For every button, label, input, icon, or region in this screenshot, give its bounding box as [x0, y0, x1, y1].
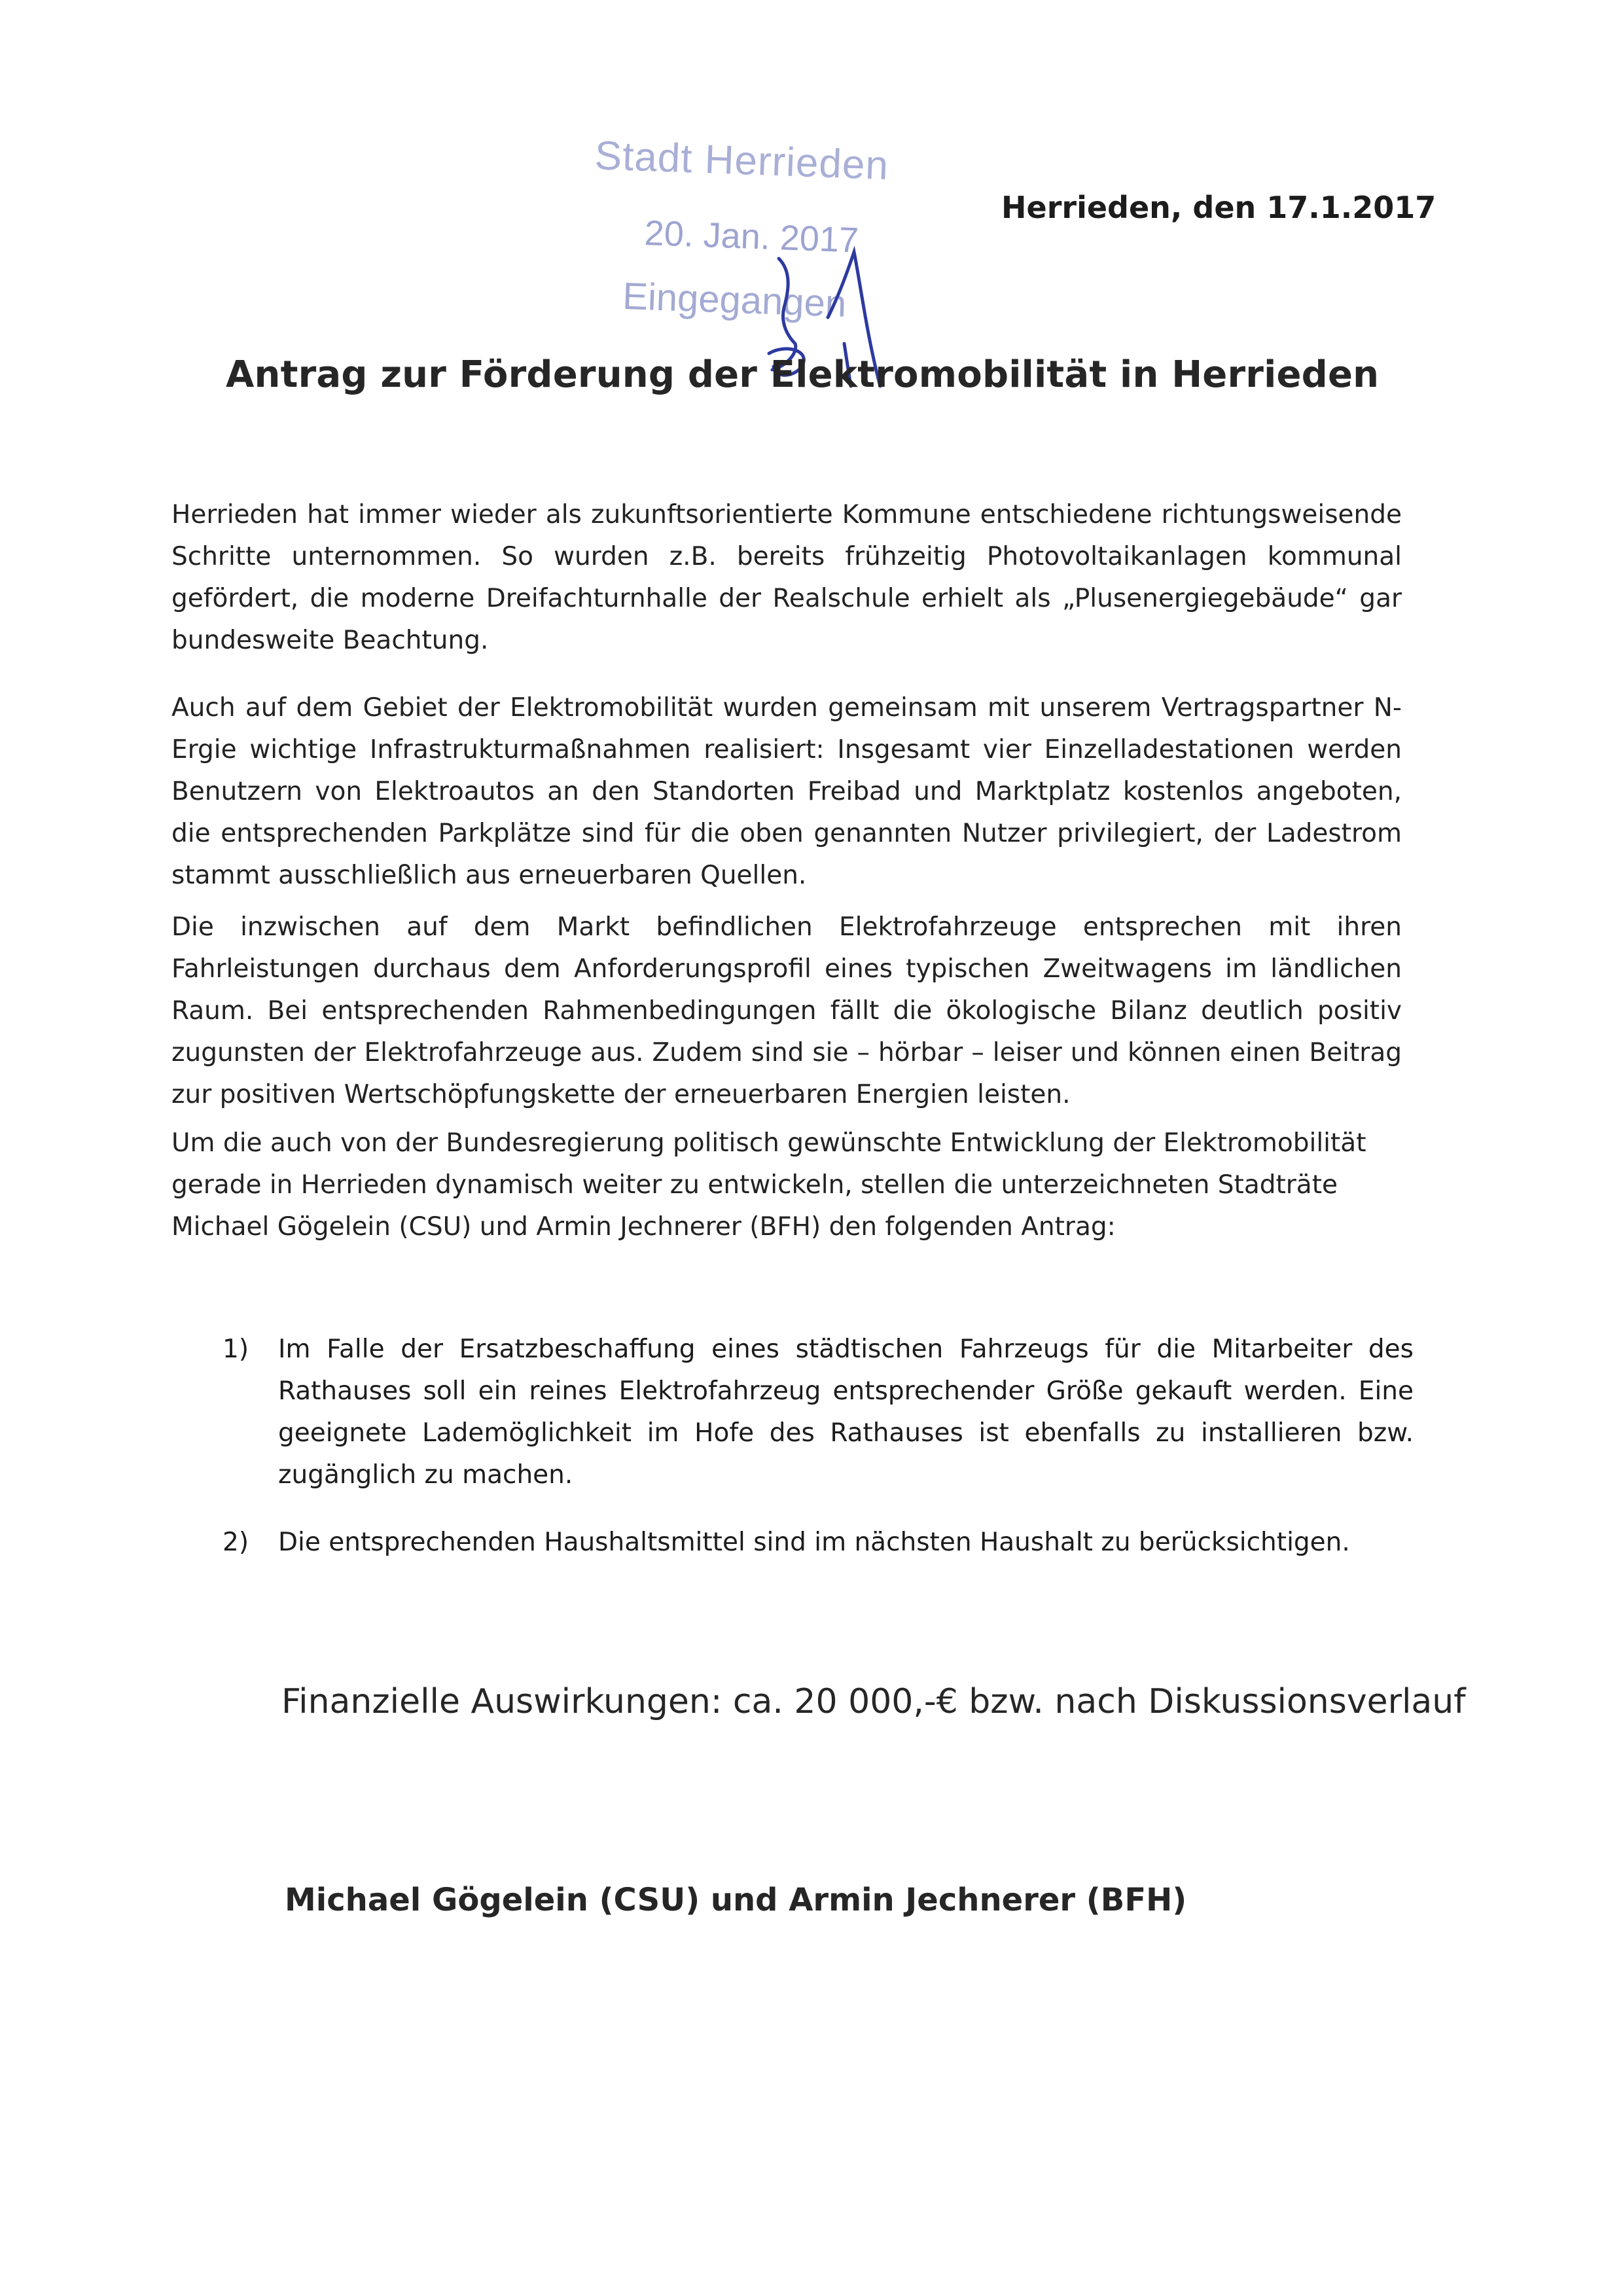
stamp-city: Stadt Herrieden	[594, 133, 890, 188]
document-title: Antrag zur Förderung der Elektromobilität in Herrieden	[226, 353, 1380, 396]
body-paragraph: Um die auch von der Bundesregierung politisch gewünschte Entwicklung der Elektromobilität gerade in Herrieden dynamisch weiter zu entwickeln, stellen die unterzeichneten Stadträte Michael Gögelein (CSU) und Armin Jechnerer (BFH) den folgenden Antrag:	[171, 1128, 1366, 1242]
document-date: Herrieden, den 17.1.2017	[1001, 190, 1436, 225]
body-paragraph: Auch auf dem Gebiet der Elektromobilität wurden gemeinsam mit unserem Vertragspartner N-Ergie wichtige Infrastrukturmaßnahmen realisiert: Insgesamt vier Einzelladestationen werden Benutzern von Elektroautos an den Standorten Freibad und Marktplatz kostenlos angeboten, die entsprechenden Parkplätze sind für die oben genannten Nutzer privilegiert, der Ladestrom stammt ausschließlich aus erneuerbaren Quellen.	[171, 693, 1402, 890]
list-item	[223, 1522, 1414, 1564]
body-paragraph: Herrieden hat immer wieder als zukunftsorientierte Kommune entschiedene richtungsweisende Schritte unternommen. So wurden z.B. bereits frühzeitig Photovoltaikanlagen kommunal gefördert, die moderne Dreifachturnhalle der Realschule erhielt als „Plusenergiegebäude“ gar bundesweite Beachtung.	[171, 500, 1402, 655]
list-item	[223, 1329, 1414, 1496]
list-item-number: 2)	[223, 1528, 249, 1557]
received-stamp	[589, 132, 890, 325]
list-item-text: Die entsprechenden Haushaltsmittel sind im nächsten Haushalt zu berücksichtigen.	[278, 1528, 1350, 1557]
body-paragraph: Die inzwischen auf dem Markt befindlichen Elektrofahrzeuge entsprechen mit ihren Fahrleistungen durchaus dem Anforderungsprofil eines typischen Zweitwagens im ländlichen Raum. Bei entsprechenden Rahmenbedingungen fällt die ökologische Bilanz deutlich positiv zugunsten der Elektrofahrzeuge aus. Zudem sind sie – hörbar – leiser und können einen Beitrag zur positiven Wertschöpfungskette der erneuerbaren Energien leisten.	[171, 912, 1402, 1109]
financial-impact: Finanzielle Auswirkungen: ca. 20 000,-€ bzw. nach Diskussionsverlauf	[281, 1682, 1466, 1721]
signatories: Michael Gögelein (CSU) und Armin Jechnerer (BFH)	[285, 1882, 1187, 1918]
stamp-received-label: Eingegangen	[622, 274, 847, 325]
list-item-text: Im Falle der Ersatzbeschaffung eines städtischen Fahrzeugs für die Mitarbeiter des Rathauses soll ein reines Elektrofahrzeug entsprechender Größe gekauft werden. Eine geeignete Lademöglichkeit im Hofe des Rathauses ist ebenfalls zu installieren bzw. zugänglich zu machen.	[278, 1335, 1414, 1490]
stamp-date: 20. Jan. 2017	[643, 213, 859, 260]
list-item-number: 1)	[223, 1335, 249, 1364]
